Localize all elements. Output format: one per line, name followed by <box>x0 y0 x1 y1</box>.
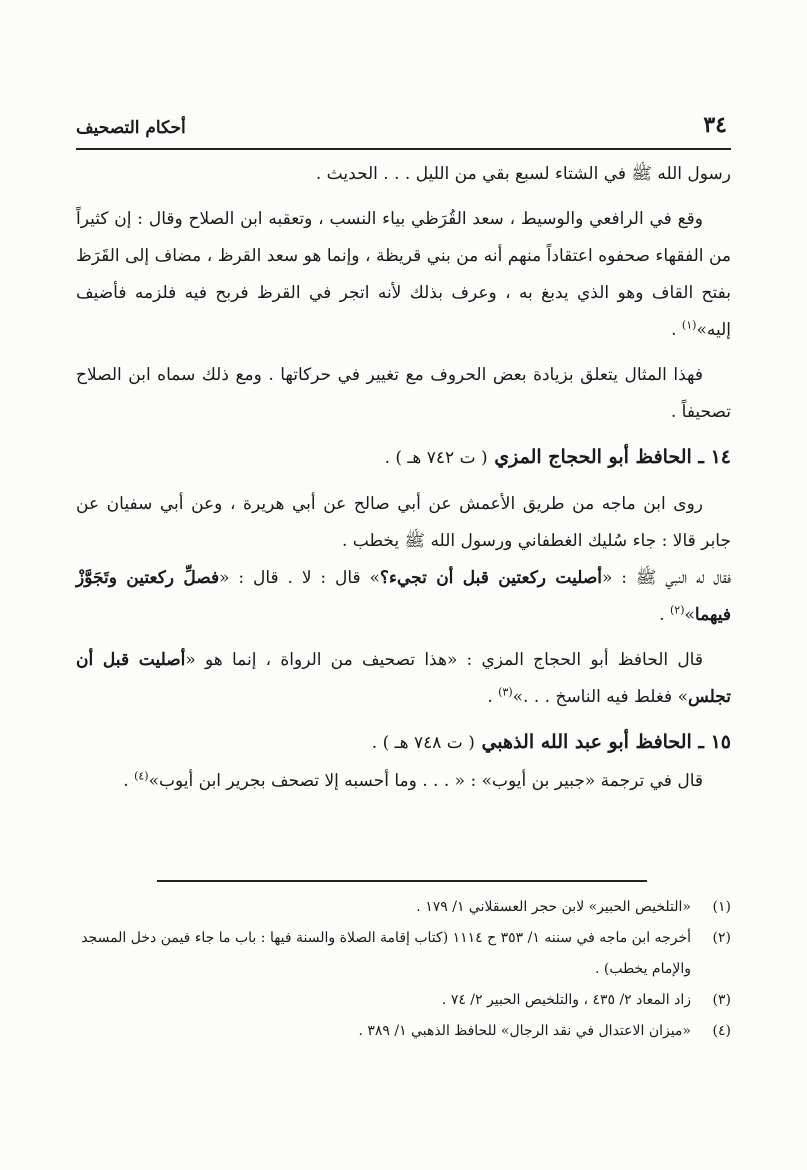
heading-title: ١٤ ـ الحافظ أبو الحجاج المزي <box>494 446 731 468</box>
footnote-number: (٢) <box>712 930 731 946</box>
paragraph-continuation: رسول الله ﷺ في الشتاء لسبع بقي من الليل . . . الحديث . <box>315 164 731 184</box>
footnote-item <box>76 1016 731 1047</box>
text-segment: . <box>659 605 670 625</box>
hadith-quote-2: فصلِّ ركعتين وتَجَوَّزْ فيهما <box>76 568 731 625</box>
footnote-text: أخرجه ابن ماجه في سننه ١/ ٣٥٣ ح ١١١٤ (كتاب إقامة الصلاة والسنة فيها : باب ما جاء فيمن دخل المسجد والإمام يخطب) . <box>81 930 691 977</box>
footnote-item <box>76 892 731 923</box>
footnote-text: «ميزان الاعتدال في نقد الرجال» للحافظ الذهبي ١/ ٣٨٩ . <box>358 1023 691 1039</box>
text-segment: » قال : لا . قال : « <box>219 568 380 588</box>
section-heading-14 <box>76 437 731 478</box>
text-segment: قال في ترجمة «جبير بن أيوب» : « . . . وما أحسبه إلا تصحف بجرير ابن أيوب» <box>148 771 703 791</box>
paragraph-commentary: فهذا المثال يتعلق بزيادة بعض الحروف مع تغيير في حركاتها . ومع ذلك سماه ابن الصلاح تصحيفاً . <box>76 365 731 422</box>
paragraph-dhahabi-quote <box>76 763 731 800</box>
footnote-text: زاد المعاد ٢/ ٤٣٥ ، والتلخيص الحبير ٢/ ٧٤ . <box>441 992 691 1008</box>
main-text <box>76 156 731 800</box>
footnote-item <box>76 985 731 1016</box>
footnote-number: (٣) <box>712 992 731 1008</box>
page-number: ٣٤ <box>703 112 727 138</box>
heading-title: ١٥ ـ الحافظ أبو عبد الله الذهبي <box>481 731 731 753</box>
footnote-ref-2: (٢) <box>669 603 685 617</box>
text-segment: » فغلط فيه الناسخ . . .» <box>512 687 688 707</box>
hadith-quote-1: أصليت ركعتين قبل أن تجيء؟ <box>379 568 603 588</box>
heading-date: ( ت ٧٤٢ هـ ) . <box>384 448 488 468</box>
correct-wording: أصليت قبل أن تجلس <box>76 650 731 707</box>
footnote-ref-4: (٤) <box>134 769 149 783</box>
footnote-item <box>76 923 731 985</box>
footnote-text: «التلخيص الحبير» لابن حجر العسقلاني ١/ ١٧٩ . <box>416 899 691 915</box>
heading-date: ( ت ٧٤٨ هـ ) . <box>371 733 475 753</box>
paragraph-narration: روى ابن ماجه من طريق الأعمش عن أبي صالح عن أبي هريرة ، وعن أبي سفيان عن جابر قالا : جاء سُليك الغطفاني ورسول الله ﷺ يخطب . <box>76 494 731 551</box>
section-heading-15 <box>76 722 731 763</box>
text-segment: قال الحافظ أبو الحجاج المزي : «هذا تصحيف من الرواة ، إنما هو « <box>185 650 703 670</box>
text-segment: . <box>123 771 135 791</box>
text-segment: فقال له النبي ﷺ : « <box>602 568 732 588</box>
footnote-separator <box>157 880 647 882</box>
footnote-ref-3: (٣) <box>498 685 513 699</box>
paragraph-saad-al-qaraz: وقع في الرافعي والوسيط ، سعد القُرَظي بياء النسب ، وتعقبه ابن الصلاح وقال : إن كثيراً من الفقهاء صحفوه اعتقاداً منهم أنه من بني قريظة ، وإنما هو سعد القرظ ، مضاف إلى القَرَظ بفتح القاف وهو الذي يدبغ به ، وعرف بذلك لأنه اتجر في القرظ فربح فيه فلزمه فأضيف إليه»$^{(١)}$ . <box>76 209 731 340</box>
footnote-number: (٤) <box>712 1023 731 1039</box>
page-header <box>76 112 731 150</box>
paragraph-text: وقع في الرافعي والوسيط ، سعد القُرَظي بياء النسب ، وتعقبه ابن الصلاح وقال : إن كثيراً من الفقهاء صحفوه اعتقاداً منهم أنه من بني قريظة ، وإنما هو سعد القرظ ، مضاف إلى القَرَظ بفتح القاف وهو الذي يدبغ به ، وعرف بذلك لأنه اتجر في القرظ فربح فيه فلزمه فأضيف إليه» <box>76 209 731 340</box>
footnotes <box>76 892 731 1047</box>
text-segment: . <box>487 687 499 707</box>
paragraph-hadith <box>76 560 731 634</box>
paragraph-mizzi-quote <box>76 642 731 716</box>
footnote-number: (١) <box>712 899 731 915</box>
text-segment: » <box>684 605 695 625</box>
running-title: أحكام التصحيف <box>76 118 186 138</box>
footnote-ref-1: (١) <box>681 318 697 332</box>
